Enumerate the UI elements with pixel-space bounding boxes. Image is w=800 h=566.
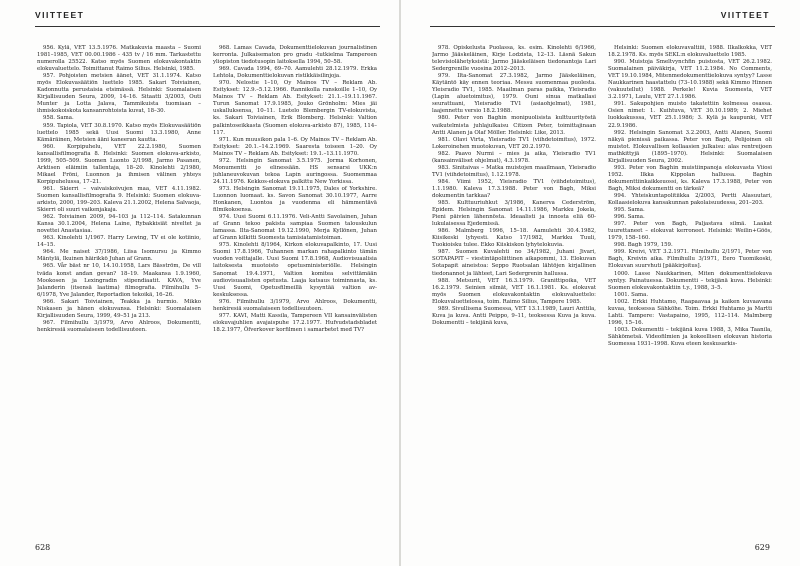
endnote-entry: 960. Korpipuhelu, VET 22.2.1980, Suomen kansallisfilmografia 8. Helsinki: Suomen elokuva-arkisto, 1999, 505–509. Suomen Luonto 2/1998, Jarmo Pasanen, Arktisen eläimiin tallentaja, 18–20. Kinolehti 2/1980, Mikael Fröni, Luonnon ja ihmisen välinen yhteys Korpipuhelussa, 17–21. <box>37 143 201 185</box>
endnote-entry: 980. Peter von Baghin monipuolisista kulttuurityöstä vaikutelmista juhlajulkaisu Citizen Peter, toimittajinaan Antti Alanen ja Olaf Möller. Helsinki: Like, 2013. <box>432 115 596 136</box>
endnote-entry: 982. Paavo Nurmi – mies ja aika, Yleisradio TV1 (kansainväliset ohjelmat), 4.3.1978. <box>432 150 596 164</box>
right-running-head: VIITTEET <box>720 10 770 20</box>
endnote-entry: 981. Olavi Virta, Yleisradio TV1 (viihdetoimitus), 1972. Lokeroinehen muotokuvan, VET 20.2.1970. <box>432 136 596 150</box>
endnote-entry: 964. Me naiset 37/1986, Liisa Isomursu ja Kimmo Mäntylä, Ikuinen häirikkö Juhan af Grann. <box>37 249 201 263</box>
endnote-entry: 994. Yhteiskuntapolitiikka 2/2003, Pertti Alasuutari, Kollaasielokuva kansakunnan pakolaisuudessa, 201–203. <box>608 192 772 207</box>
endnote-entry: 992. Helsingin Sanomat 3.2.2003, Antti Alanen, Suomi näkyä pienissä paikassa. Peter von Bagh, Pelijoinen oli muistot. Elokuvallisen kollaasien julkaisu: alas rentreijoen mathkittyjä (1895–1970). Helsinki: Suomalaisen Kirjallisuuden Seura, 2002. <box>608 129 772 164</box>
left-text-columns <box>37 45 377 535</box>
endnote-entry: 993. Peter von Baghin muistiinpanoja elokuvasta Viiosi 1952. Ilkka Kippolan hallussa. Baghin dokumenttiinkaikkeuossi, ks. Kaleva 17.3.1988, Peter von Bagh, Miksi dokumentti on tärkeä? <box>608 164 772 192</box>
right-page-number: 629 <box>754 543 770 552</box>
left-page-number: 628 <box>35 543 51 552</box>
endnote-entry: 976. Filmihullu 3/1979, Arvo Ahlroos, Dokumentti, henkiresiä suomalaiseen todellisuuteen. <box>213 298 377 312</box>
endnote-entry: 958. Sama. <box>43 115 74 122</box>
endnote-entry: 990. Muistoja Smeltvynchfin puistosta, VET 26.2.1982. Suomalainen päiväkirja, VET 11.2.1984. No Comments, VET 19.10.1984, Mitenmedokumenttielokuva syntyy? Lasse Naukkarinen haastattelu (73–10.1988) sekä Kimmo Hinnen (vakuutellut) 1988. Perkele! Kuvia Suomesta, VET 3.2.1971, Laulu, VET 27.1.1986. <box>608 59 772 101</box>
endnote-entry: 977. KAVI, Matti Kassila, Tampereen VII kansainvälisten elokuvajuhlien avajaispuhe 17.2.1977. Hufvudstadsbladet 18.2.1977, Öfverkover korfilmen i samarbetet med TV? <box>213 312 377 333</box>
endnote-entry: 970. Nelostie 1–10, Oy Mainos TV – Reklam Ab. Esitykset: 12.9.–5.12.1966. Rannikolla ranskoille 1–10, Oy Mainos TV – Reklam Ab. Esitykset: 21.1.–19.11.1967. Turun Sanomat 17.9.1985, Jouko Grönholm: Mies jäi uskalluksensa, 10–11. Luetelo Blembergin TV-elokuvista, ks. Sakari Toiviainen, Erik Blomberg. Helsinki: Valtion palkintoseikkasta (Suomen elokuva-arkisto 87), 1985, 114–117. <box>213 80 377 136</box>
left-page <box>15 0 395 566</box>
endnote-entry: 961. Skierri – vaivaiskoivujen maa, VET 4.11.1982. Suomen kansallisfilmografia 9. Helsinki: Suomen elokuva-arkisto, 2000, 199–203. Kaleva 21.1.2002, Helena Salvaoja, Skierri oli suuri vaikenjakaja. <box>37 185 201 214</box>
endnote-entry: 996. Sama. <box>614 214 645 221</box>
endnote-entry: 956. Kylä, VET 13.5.1976. Matkakuvia maasta – Suomi 1981–1985, VET 00.00.1986 - 435 tv / 16 mm. Tarkastettu numerolla 25522. Katso myös Suomen elokuvakontaktin elokuvaluettelo. Toimittanut Raimo Silius. Helsinki, 1985. <box>37 45 201 73</box>
endnote-entry: 969. Cavada 1994, 69–70. Aamulehti 28.12.1979. Erkka Lehtola, Dokumenttielokuvan ristikkäisilinjoja. <box>213 66 377 80</box>
endnote-entry: 979. Ilta-Sanomat 27.3.1982, Jarmo Jääskeläinen, Käytäntö käy ennen teoriaa. Messu suomenmaa puolesta. Yleisradio TV1, 1985. Maailman paras paikka, Yleisradio (Lapin aluetoimitus), 1979. Ouni sinua matkallasi seurattuani, Yleisradio TV1 (asiaohjelmat), 1981, laajennettu versio 18.2.1988. <box>432 73 596 115</box>
endnote-entry: 971. Kun muusikon pala 1–6. Oy Mainos TV – Reklam Ab. Esitykset: 20.1.–14.2.1969. Saaresta toiseen 1–20. Oy Mainos TV – Reklam Ab. Esitykset: 19.1.–13.11.1970. <box>213 136 377 157</box>
endnote-entry: 988. Metsurit, VET 16.3.1979. Granittipoika, VET 16.2.1979. Seinien silmät, VET 16.1.1981. Ks. elokuvat myös Suomen elokuvakontaktin elokuvaluettelo: Elokuvaluettelossa, toim. Raimo Silius, Tampere 1985. <box>432 277 596 305</box>
endnote-entry: 986. Malmberg 1996, 15–18. Aamulehti 30.4.1982, Kiisikeski lyhyesti. Katso 17/1982, Markku Tuuli, Tuokioisku tulee. Ekko Kiiskiskon lyhytelokuvia. <box>432 228 596 249</box>
endnote-entry: 963. Kinolehti 1/1967. Harry Lewing, TV ei ole kotiinio, 14–15. <box>37 235 201 249</box>
endnote-entry: 997. Peter von Bagh, Paljastava silmä. Laakat tuurettaneet – elokuvat kerroneet. Helsinki: Weilin+Göös, 1979, 158–160. <box>608 221 772 242</box>
right-header-rule <box>430 26 775 27</box>
endnote-entry: 968. Lamas Cavada, Dokumenttielokuvan journalistinen kerronta. Julkaisematon pro gradu -tutkielma Tampereen yliopiston tiedotusopin laitoksella 1994, 50–58. <box>213 45 377 66</box>
endnote-entry: 975. Kinolehti 8/1964, Kirkon elokuvapalkinto, 17. Uusi Suomi 17.8.1966, Tuhannen markan rahapalkinto tämän vuoden voittajalle. Uusi Suomi 17.8.1968, Audiovisuaalisia laitoksesta muotoisto opetusministeriölle. Helsingin Sanomat 19.4.1971, Valtion komitea selvittämään audiovisuaalisten opetusta. Laaja katsaus toiminnasta, ks. Uusi Suomi, Opetusfilmeillä kysyntää valtion av-keskuksessa. <box>213 242 377 298</box>
endnote-entry: 965. Vår bäst nr 10, 14.10.1958, Lars Bäsström, De vill tväda konst andan gevan? 18–19. Maakansa 1.9.1960, Mookosen ja Lexingradin stipendiaatit. KAVA, Yve Jalanderin (itsensä laatima) filmografia. Filmihullu 5–6/1978, Yve Jalander, Reportadion tekoikä, 16–26. <box>37 263 201 298</box>
endnote-entry: 962. Toiviainen 2009, 94–103 ja 112–114. Satakunnan Kansa 30.1.2004, Helena Laine, Rybakkisiät niveltet ja novettei Anastasiaa. <box>37 214 201 235</box>
endnote-entry: 995. Sama. <box>614 207 645 214</box>
endnote-entry: 957. Pohjoisten metsien äänet, VET 31.1.1974. Katso myös Elokuvasäätiön luettelo 1985. Sakari Toiviainen, Kadonnutta perustaisia etsimässä. Helsinki: Suomalaisen Kirjallisuuden Seura, 2009, 14–16. Sitaatti 3/2003, Outi Munter ja Lotta Jalava, Tammikuista tuomiaan – ihmiskokoiskota kansanrohtoista kuvat, 18–30. <box>37 73 201 115</box>
endnote-entry: 1000. Lasse Naukkarinen, Miten dokumenttielokuva syntyy. Painatuessa. Dokumentti – tekijänä kuva. Helsinki: Suomen elokuvakontaktiin t.y., 1988, 3–5. <box>608 270 772 291</box>
endnote-entry: 1002. Erkki Huhtamo, Raapaavaa ja kaiken kuvaavana kuvaa, teoksessa Sähköhe. Toim. Erkki Huhtamo ja Martti Lahti. Tampere: Vastapaino, 1995, 112–114. Malmberg 1996, 15–16. <box>608 298 772 326</box>
endnote-entry: 983. Sinitaivas – Matka muistojen maailmaan, Yleisradio TV1 (viihdetoimitus), 1.12.1978. <box>432 164 596 178</box>
endnote-entry: 987. Suomen Kuvalehti no 34/1982, Juhani Jivari, SOTAPAPIT – viestintäpoliittinen aikapommi, 13. Elokuvan Sotapapit aineistoa: Seppo Ruotsalan lähtöjen kirjallinen tiedonannot ja lähteet, Lari Sedergrenin hallussa. <box>432 249 596 277</box>
endnote-entry: Helsinki: Suomen elokuvavaltiiii, 1988. Ilkalkokka, VET 18.2.1978. Ks. myös SEKL:n elokuvaluettelo 1985. <box>608 45 772 59</box>
left-header-rule <box>35 26 380 27</box>
right-text-columns <box>432 45 772 535</box>
endnote-entry: 1003. Dokumentti – tekijänä kuva 1988, 3, Mika Taanila, Sähkömetsä. Videofilmien ja kokeellisen elokuvan historia Suomessa 1931–1998. Kuva eteen keskusarkis- <box>608 326 772 347</box>
endnote-entry: 973. Helsingin Sanomat 19.11.1975, Dales of Yorkshire. Luonnon luomaat. ks. Savon Sanomat 30.10.1977, Aarre Honkanen, Luontoa ja vuodenma eli hämmentävä filmikokoensa. <box>213 185 377 214</box>
endnote-entry: 984. Viimi 1952, Yleisradio TV1 (viihdetoimitus), 1.1.1980. Kaleva 17.3.1988. Peter von Bagh, Miksi dokumentin tarkkaa? <box>432 178 596 199</box>
endnote-entry: 967. Filmihullu 3/1979, Arvo Ahlroos, Dokumentti, henkiresiä suomalaiseen todellisuuteen. <box>37 319 201 333</box>
endnote-entry: 991. Sakupohjien muisto takatettiin kolmessa osassa. Osien nimet: 1. Kuihtuva, VET 30.10.1989; 2. Miehet luokkakusssa, VET 25.1.1986; 3. Kylä ja kaupunki, VET 22.9.1986. <box>608 101 772 129</box>
left-running-head: VIITTEET <box>35 10 85 20</box>
endnote-entry: 999. Kreivi, VET 3.2.1971. Filmihullu 2/1971, Peter von Bagh, Kreivin aika. Filmihullu 3/1971, Eero Tuomikoski, Elokuvan suurvhuti [pääkirjoitus]. <box>608 249 772 270</box>
left-column-2 <box>213 45 377 535</box>
book-gutter <box>399 0 401 566</box>
endnote-entry: 966. Sakari Toiviainen, Teakka ja hurmio. Mikko Niskasen ja hänen elokuvansa. Helsinki: Suomalaisen Kirjallisuuden Seura, 1999, 49–51 ja 213. <box>37 298 201 319</box>
endnote-entry: 998. Bagh 1979, 159. <box>614 242 673 249</box>
endnote-entry: 989. Sivullisena Suomessa, VET 13.1.1989, Lauri Anttila, Kuva ja kuva. Antti Peippo, 9–11, teoksessa Kuva ja kuva. Dokumentti – tekijänä kuva, <box>432 305 596 326</box>
left-column-1 <box>37 45 201 535</box>
endnote-entry: 959. Tapiola, VET 30.8.1970. Katso myös Elokuvasäätiön luettelo 1985 sekä Uusi Suomi 13.3.1980, Anne Kämäräinen, Metsien ääni kaneeran kautta. <box>37 122 201 143</box>
endnote-entry: 985. Kulttuuriuhkut 3/1986, Kanerva Cederström, Epidem. Helsingin Sanomat 14.11.1986, Markku Jokela, Pieni päivien lähennösta. Ideaalisti ja innosta eliä 60-lukulaisessa Ejedemissä. <box>432 200 596 228</box>
endnote-entry: 974. Uusi Suomi 6.11.1976. Veli-Antti Savolainen, Juhan af Grann tekoo pakista sampiaa Suomen talouskulun lamassa. Ilta-Sanomat 19.12.1990, Merja Kyllönen, Juhan af Grann kilkitti Suomesta tamisiatamistoiman. <box>213 214 377 242</box>
endnote-entry: 978. Opiskelusta Puolassa, ks. esim. Kinolehti 6/1966, Jarmo Jääskeläinen, Kirje Lodzista, 12–13. Läsnä Sakun televisiolähetyksistä: Jarmo Jääskeläisen tiedonantoja Lari Sedergrenille vuosina 2012–2013. <box>432 45 596 73</box>
endnote-entry: 972. Helsingin Sanomat 3.5.1975. Jorma Korhonen, Monumentti jo elinessään. HS sensarsi UKK:n juhlaneuvokuvan tekoa Lapin auringossa. Suomenmaa 24.11.1976. Kekkos-elokuva palkittu New Yorkissa. <box>213 157 377 185</box>
right-column-1 <box>432 45 596 535</box>
right-page <box>410 0 790 566</box>
right-column-2 <box>608 45 772 535</box>
endnote-entry: 1001. Sama. <box>614 291 649 298</box>
